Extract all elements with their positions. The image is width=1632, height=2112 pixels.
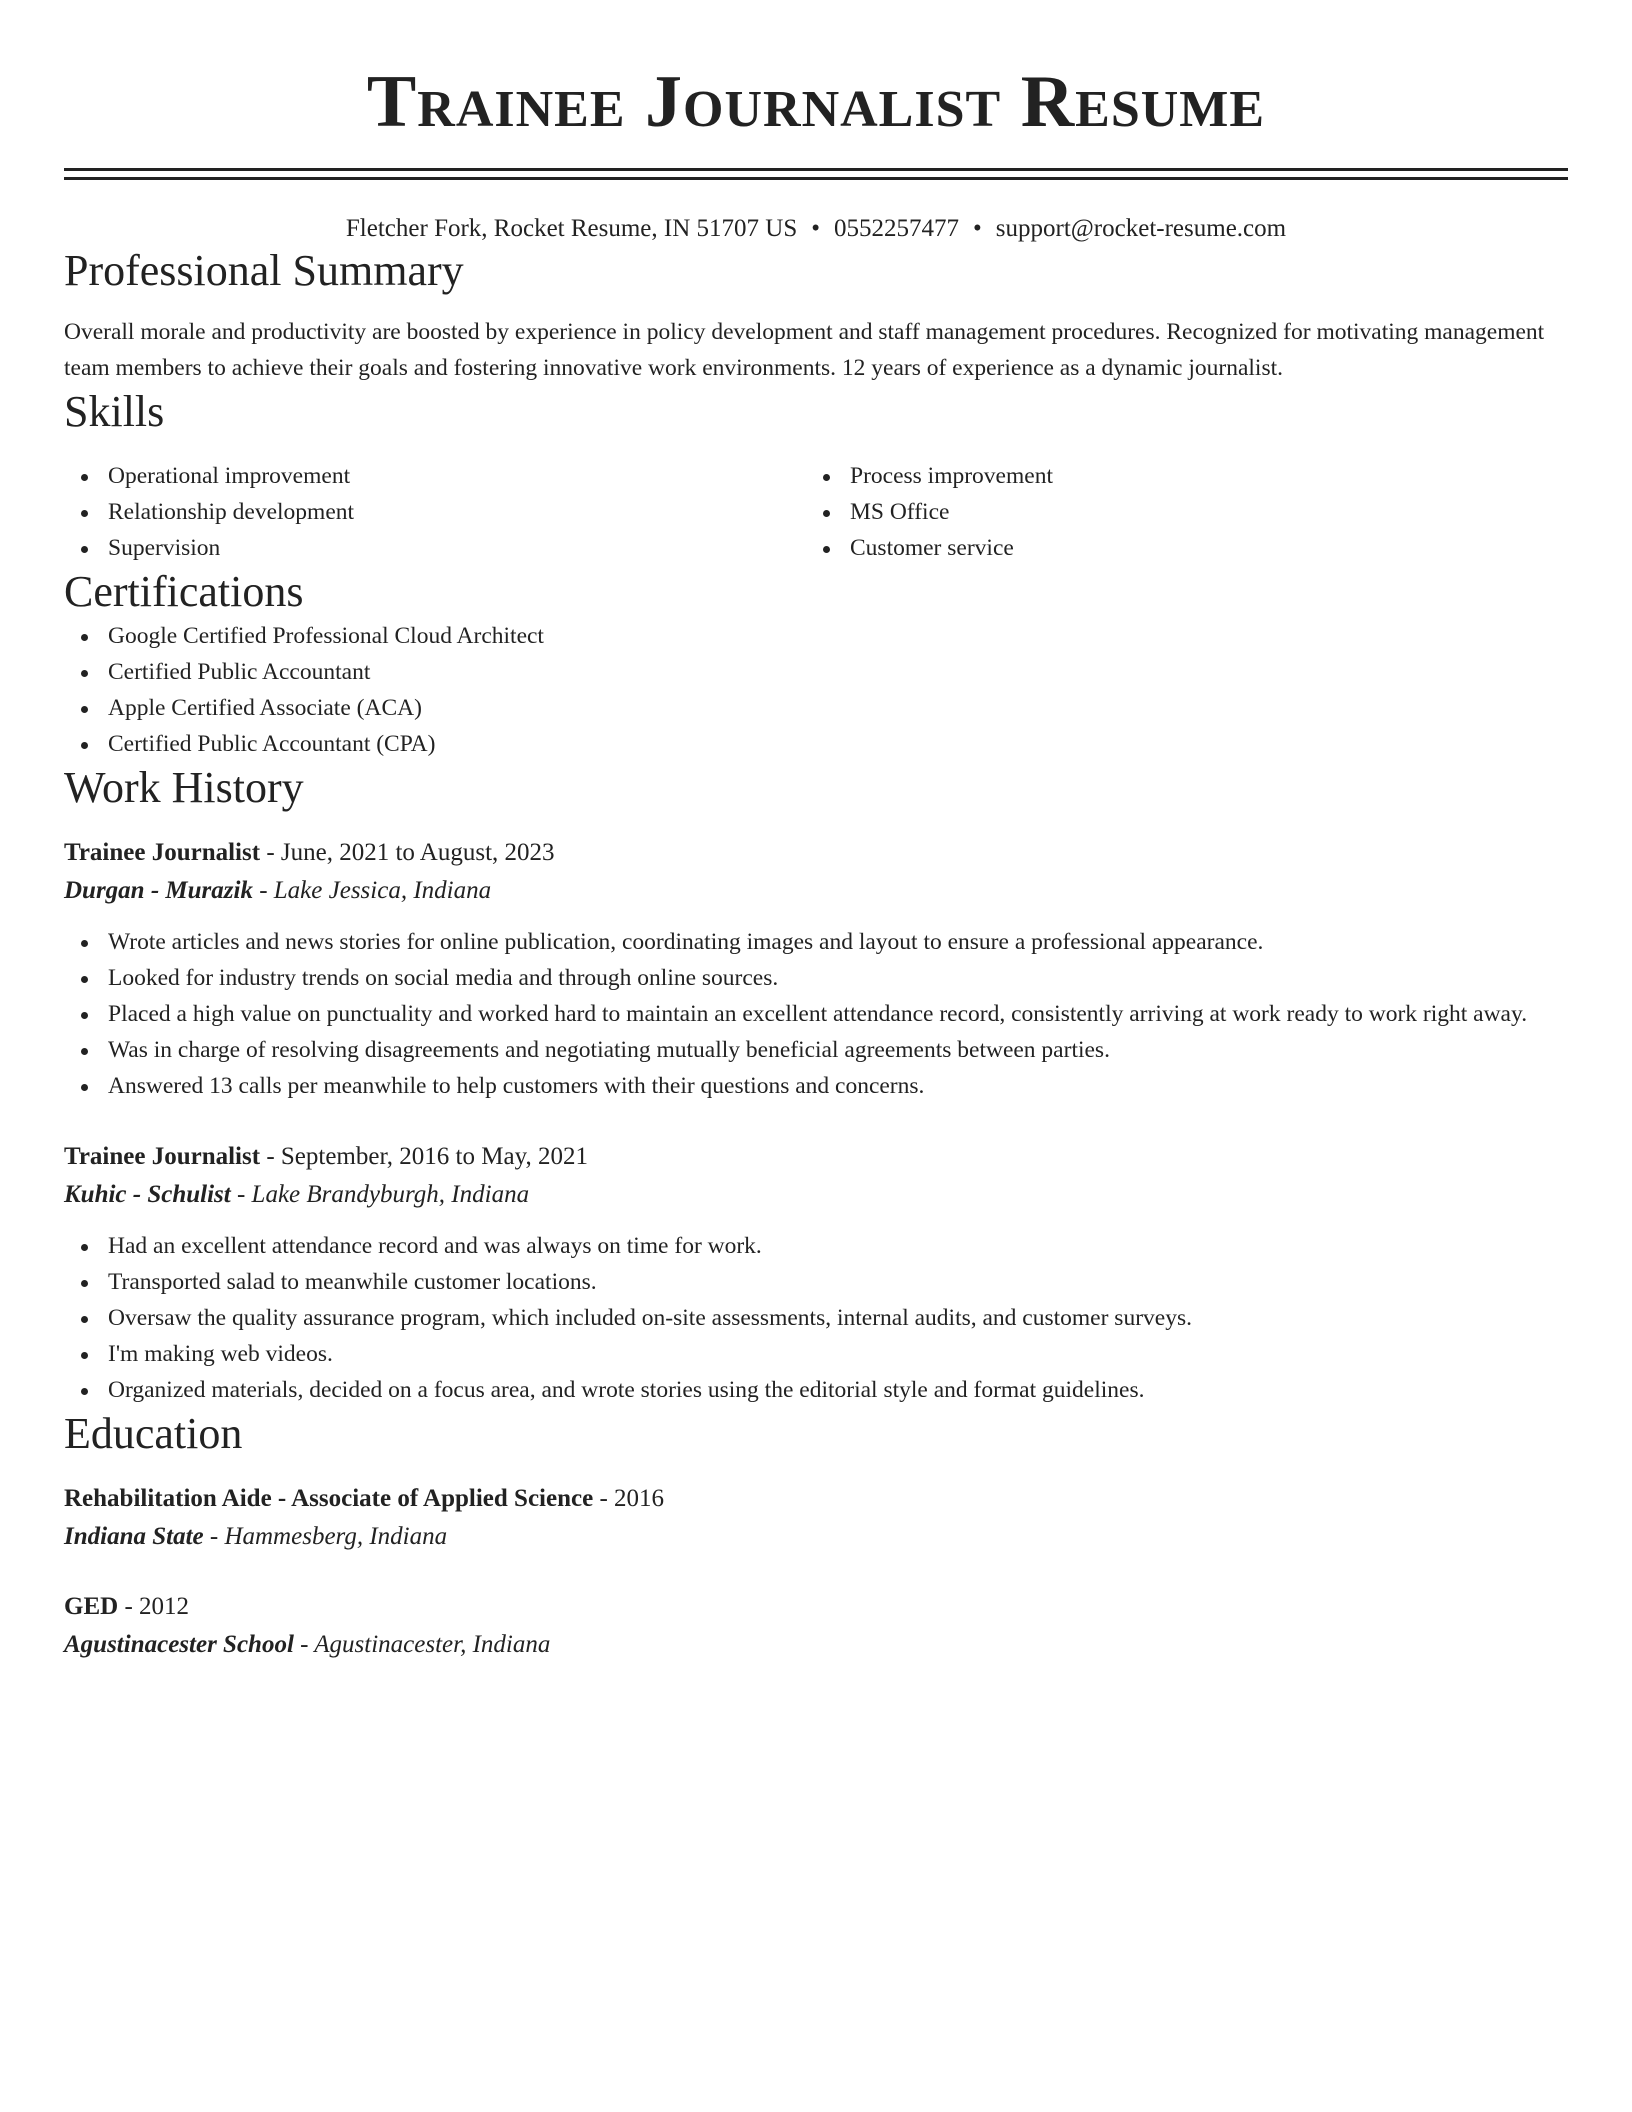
education-entry [64,1588,1568,1664]
contact-line [64,213,1568,245]
school-name: Indiana State [64,1523,204,1550]
summary-heading: Professional Summary [64,246,464,295]
job-title-line [64,834,1568,872]
job-entry [64,834,1568,1104]
job-duty: Organized materials, decided on a focus area, and wrote stories using the editorial style and format guidelines. [64,1372,1568,1408]
degree-name: GED [64,1593,119,1620]
certifications-list [64,618,1568,762]
degree-year: - 2016 [593,1485,665,1512]
resume-title: Trainee Journalist Resume [366,61,1266,143]
job-duty: Was in charge of resolving disagreements and negotiating mutually beneficial agreements between parties. [64,1032,1568,1068]
skill-item: Process improvement [806,458,1548,494]
contact-phone: 0552257477 [834,215,960,242]
degree-line [64,1480,1568,1518]
job-duty: Wrote articles and news stories for online publication, coordinating images and layout to ensure a professional appearance. [64,924,1568,960]
contact-address: Fletcher Fork, Rocket Resume, IN 51707 US [345,215,798,242]
skills-columns [64,458,1568,566]
employer-name: Kuhic - Schulist [64,1181,231,1208]
employer-location: - Lake Brandyburgh, Indiana [230,1181,530,1208]
job-duty: Looked for industry trends on social media and through online sources. [64,960,1568,996]
title-rule-bottom [64,177,1568,180]
job-duty: I'm making web videos. [64,1336,1568,1372]
skill-item: Relationship development [64,494,806,530]
employer-name: Durgan - Murazik [64,877,253,904]
degree-name: Rehabilitation Aide - Associate of Applied Science [64,1485,594,1512]
resume-page [64,0,1568,1664]
skills-left-list [64,458,806,566]
degree-line [64,1588,1568,1626]
employer-line [64,1176,1568,1214]
summary-text: Overall morale and productivity are boosted by experience in policy development and staff management procedures. Recognized for motivating management team members to achieve their goals and fostering innovative work environments. 12 years of experience as a dynamic journalist. [64,319,1545,381]
skill-item: Supervision [64,530,806,566]
certification-item: Certified Public Accountant (CPA) [64,726,1568,762]
contact-separator: • [811,215,821,242]
job-title-line [64,1138,1568,1176]
school-name: Agustinacester School [64,1631,294,1658]
education-heading: Education [64,1409,243,1458]
contact-separator: • [973,215,982,242]
school-location: - Agustinacester, Indiana [293,1631,551,1658]
school-line [64,1626,1568,1664]
school-location: - Hammesberg, Indiana [203,1523,448,1550]
employer-location: - Lake Jessica, Indiana [252,877,492,904]
contact-email: support@rocket-resume.com [995,215,1287,242]
job-dates: - September, 2016 to May, 2021 [260,1143,588,1170]
job-entry [64,1138,1568,1408]
job-duties-list [64,1228,1568,1408]
skills-heading: Skills [64,387,165,436]
skill-item: Customer service [806,530,1548,566]
job-duty: Had an excellent attendance record and was always on time for work. [64,1228,1568,1264]
education-entry [64,1480,1568,1556]
degree-year: - 2012 [118,1593,190,1620]
job-title: Trainee Journalist [64,839,261,866]
certifications-heading: Certifications [64,567,304,616]
skill-item: Operational improvement [64,458,806,494]
certification-item: Google Certified Professional Cloud Architect [64,618,1568,654]
job-duty: Placed a high value on punctuality and worked hard to maintain an excellent attendance record, consistently arriving at work ready to work right away. [64,996,1568,1032]
job-dates: - June, 2021 to August, 2023 [260,839,555,866]
job-title: Trainee Journalist [64,1143,261,1170]
employer-line [64,872,1568,910]
certification-item: Certified Public Accountant [64,654,1568,690]
job-duty: Oversaw the quality assurance program, which included on-site assessments, internal audits, and customer surveys. [64,1300,1568,1336]
certification-item: Apple Certified Associate (ACA) [64,690,1568,726]
work-history-heading: Work History [64,763,304,812]
job-duty: Answered 13 calls per meanwhile to help customers with their questions and concerns. [64,1068,1568,1104]
job-duty: Transported salad to meanwhile customer locations. [64,1264,1568,1300]
skills-right-list [806,458,1548,566]
title-rule-top [64,168,1568,171]
job-duties-list [64,924,1568,1104]
skill-item: MS Office [806,494,1548,530]
school-line [64,1518,1568,1556]
